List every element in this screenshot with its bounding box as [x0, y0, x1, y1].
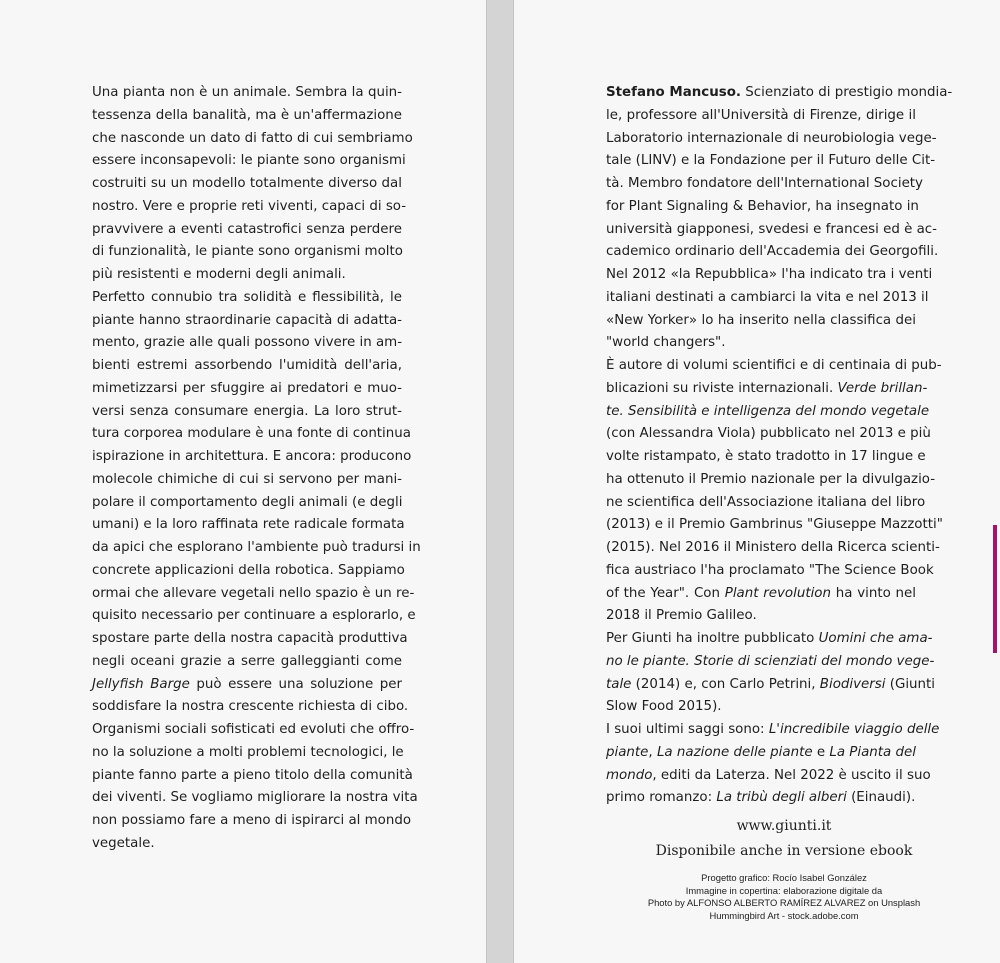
author-name: Stefano Mancuso.	[606, 85, 742, 100]
book-title-pianta-del-mondo: La Pianta del	[829, 744, 916, 760]
credit-line: Photo by ALFONSO ALBERTO RAMÍREZ ALVAREZ on Unsplash	[647, 897, 921, 908]
book-title-nazione-piante: La nazione delle piante	[656, 744, 813, 760]
credit-line: Hummingbird Art - stock.adobe.com	[709, 909, 859, 921]
author-bio	[606, 82, 953, 810]
publisher-website: www.giunti.it	[736, 818, 832, 834]
image-credits	[606, 872, 962, 922]
book-title-biodiversi: Biodiversi	[819, 676, 886, 692]
book-title-verde-brillante: te. Sensibilità e intelligenza del mondo vegetale	[606, 403, 930, 419]
book-title-tribu-alberi: La tribù degli alberi	[716, 790, 847, 806]
book-title-uomini-che-amano: no le piante. Storie di scienziati del mondo vege-	[606, 653, 935, 669]
paragraph-giunti: Per Giunti ha inoltre pubblicato Uomini che ama- no le piante. Storie di scienziati del mondo vege- tale (2014) e, con Carlo Petrini, Biodiversi (Giunti Slow Food 2015).	[606, 631, 935, 715]
paragraph-recent: I suoi ultimi saggi sono: L'incredibile viaggio delle piante, La nazione delle piante e La Pianta del mondo, editi da Laterza. Nel 2022 è uscito il suo primo romanzo: La tribù degli alberi (Einaudi).	[606, 722, 940, 806]
paragraph-intro: Una pianta non è un animale. Sembra la quin- tessenza della banalità, ma è un'affermazione che nasconde un dato di fatto di cui sembriamo essere inconsapevoli: le piante sono organismi costruiti su un modello totalmente diverso dal nostro. Vere e proprie reti viventi, capaci di so- pravvivere a eventi catastrofici senza perdere di funzionalità, le piante sono organismi molto più resistenti e moderni degli animali.	[92, 85, 413, 282]
paragraph-bio: Stefano Mancuso. Scienziato di prestigio mondia- le, professore all'Università di Firenze, dirige il Laboratorio internazionale di neurobiologia vege- tale (LINV) e la Fondazione per il Futuro delle Cit- tà. Membro fondatore dell'International Society for Plant Signaling & Behavior, ha insegnato in università giapponesi, svedesi e francesi ed è ac- cademico ordinario dell'Accademia dei Georgofili. Nel 2012 «la Repubblica» l'ha indicato tra i venti italiani destinati a cambiarci la vita e nel 2013 il «New Yorker» lo ha inserito nella classifica dei "world changers".	[606, 85, 953, 351]
paragraph-adaptation: Perfetto connubio tra solidità e flessibilità, le piante hanno straordinarie capacità di adatta- mento, grazie alle quali possono vivere in am- bienti estremi assorbendo l'umidità dell'aria, mimetizzarsi per sfuggire ai predatori e muo- versi senza consumare energia. La loro strut- tura corporea modulare è una fonte di continua ispirazione in architettura. E ancora: producono molecole chimiche di cui si servono per mani- polare il comportamento degli animali (e degli umani) e la loro raffinata rete radicale formata da apici che esplorano l'ambiente può tradursi in concrete applicazioni della robotica. Sappiamo ormai che allevare vegetali nello spazio è un re- quisito necessario per continuare a esplorarlo, e spostare parte della nostra capacità produttiva negli oceani grazie a serre galleggianti come Jellyfish Barge può essere una soluzione per soddisfare la nostra crescente richiesta di cibo.	[92, 289, 421, 715]
left-page	[0, 0, 487, 963]
ebook-note: Disponibile anche in versione ebook	[655, 843, 913, 859]
right-page	[513, 0, 1000, 963]
book-title-incredibile-viaggio: L'incredibile viaggio delle	[768, 722, 940, 737]
paragraph-social: Organismi sociali sofisticati ed evoluti che offro- no la soluzione a molti problemi tecnologici, le piante fanno parte a pieno titolo della comunità dei viventi. Se vogliamo migliorare la nostra vita non possiamo fare a meno di ispirarci al mondo vegetale.	[92, 722, 418, 851]
plant-intro-text	[92, 82, 421, 856]
credit-line: Progetto grafico: Rocío Isabel González	[701, 872, 867, 883]
jellyfish-barge-title: Jellyfish Barge	[92, 676, 190, 692]
book-title-plant-revolution: Plant revolution	[724, 585, 831, 601]
page-edge-marker	[993, 525, 997, 653]
credit-line: Immagine in copertina: elaborazione digitale da	[685, 884, 883, 896]
paragraph-publications: È autore di volumi scientifici e di centinaia di pub- blicazioni su riviste internazionali. Verde brillan- te. Sensibilità e intelligenza del mondo vegetale (con Alessandra Viola) pubblicato nel 2013 e più volte ristampato, è stato tradotto in 17 lingue e ha ottenuto il Premio nazionale per la divulgazio- ne scientifica dell'Associazione italiana del libro (2013) e il Premio Gambrinus "Giuseppe Mazzotti" (2015). Nel 2016 il Ministero della Ricerca scienti- fica austriaco l'ha proclamato "The Science Book of the Year". Con Plant revolution ha vinto nel 2018 il Premio Galileo.	[606, 358, 943, 624]
